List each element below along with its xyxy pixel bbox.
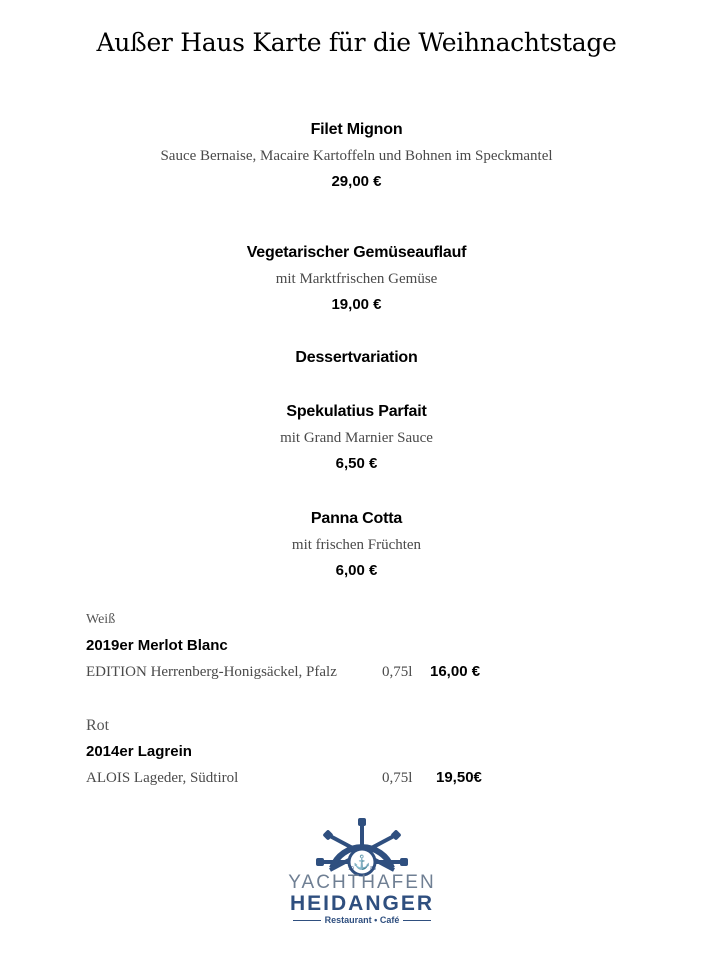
wine-name: 2019er Merlot Blanc [86,637,228,654]
wine-category: Rot [86,717,110,734]
dish-description: Sauce Bernaise, Macaire Kartoffeln und Bohnen im Speckmantel [160,148,553,164]
dessert-heading: Dessertvariation [295,349,418,366]
logo-line-heidanger: HEIDANGER [289,892,434,915]
wine-description: EDITION Herrenberg-Honigsäckel, Pfalz [86,664,337,680]
wine-price: 19,50€ [436,769,482,786]
dish-price: 6,50 € [335,455,378,472]
wine-white [86,607,646,685]
dish-name: Filet Mignon [310,121,403,138]
dessert-spekulatius-parfait [0,399,713,477]
logo-year-left: 19 [348,866,354,872]
page-title: Außer Haus Karte für die Weihnachtstage [96,28,617,57]
dish-description: mit Grand Marnier Sauce [280,430,433,446]
dish-name: Panna Cotta [310,510,403,527]
logo-year-right: 83 [370,866,376,872]
dish-name: Vegetarischer Gemüseauflauf [246,244,467,261]
divider [293,920,321,921]
dish-price: 29,00 € [331,173,382,190]
dish-price: 6,00 € [335,562,378,579]
dish-price: 19,00 € [331,296,382,313]
dish-name: Spekulatius Parfait [286,403,427,420]
wine-details [86,659,646,685]
wine-red [86,713,646,791]
wine-volume: 0,75l [382,664,413,680]
wine-price: 16,00 € [430,663,481,680]
logo-subtitle: Restaurant • Café [324,915,400,925]
wine-volume: 0,75l [382,770,413,786]
logo-line-restaurant [278,915,446,925]
restaurant-logo [278,818,446,928]
divider [403,920,431,921]
wine-category: Weiß [86,612,116,627]
logo-line-yachthafen: YACHTHAFEN [288,872,436,893]
wine-details [86,765,646,791]
dish-description: mit frischen Früchten [291,537,422,553]
dish-gemueseauflauf [0,240,713,318]
anchor-icon: ⚓ [353,856,371,871]
dish-description: mit Marktfrischen Gemüse [275,271,438,287]
wine-description: ALOIS Lageder, Südtirol [86,770,239,786]
wine-name: 2014er Lagrein [86,743,192,760]
dish-filet-mignon [0,117,713,195]
ship-wheel-icon [278,818,446,878]
dessert-panna-cotta [0,506,713,584]
